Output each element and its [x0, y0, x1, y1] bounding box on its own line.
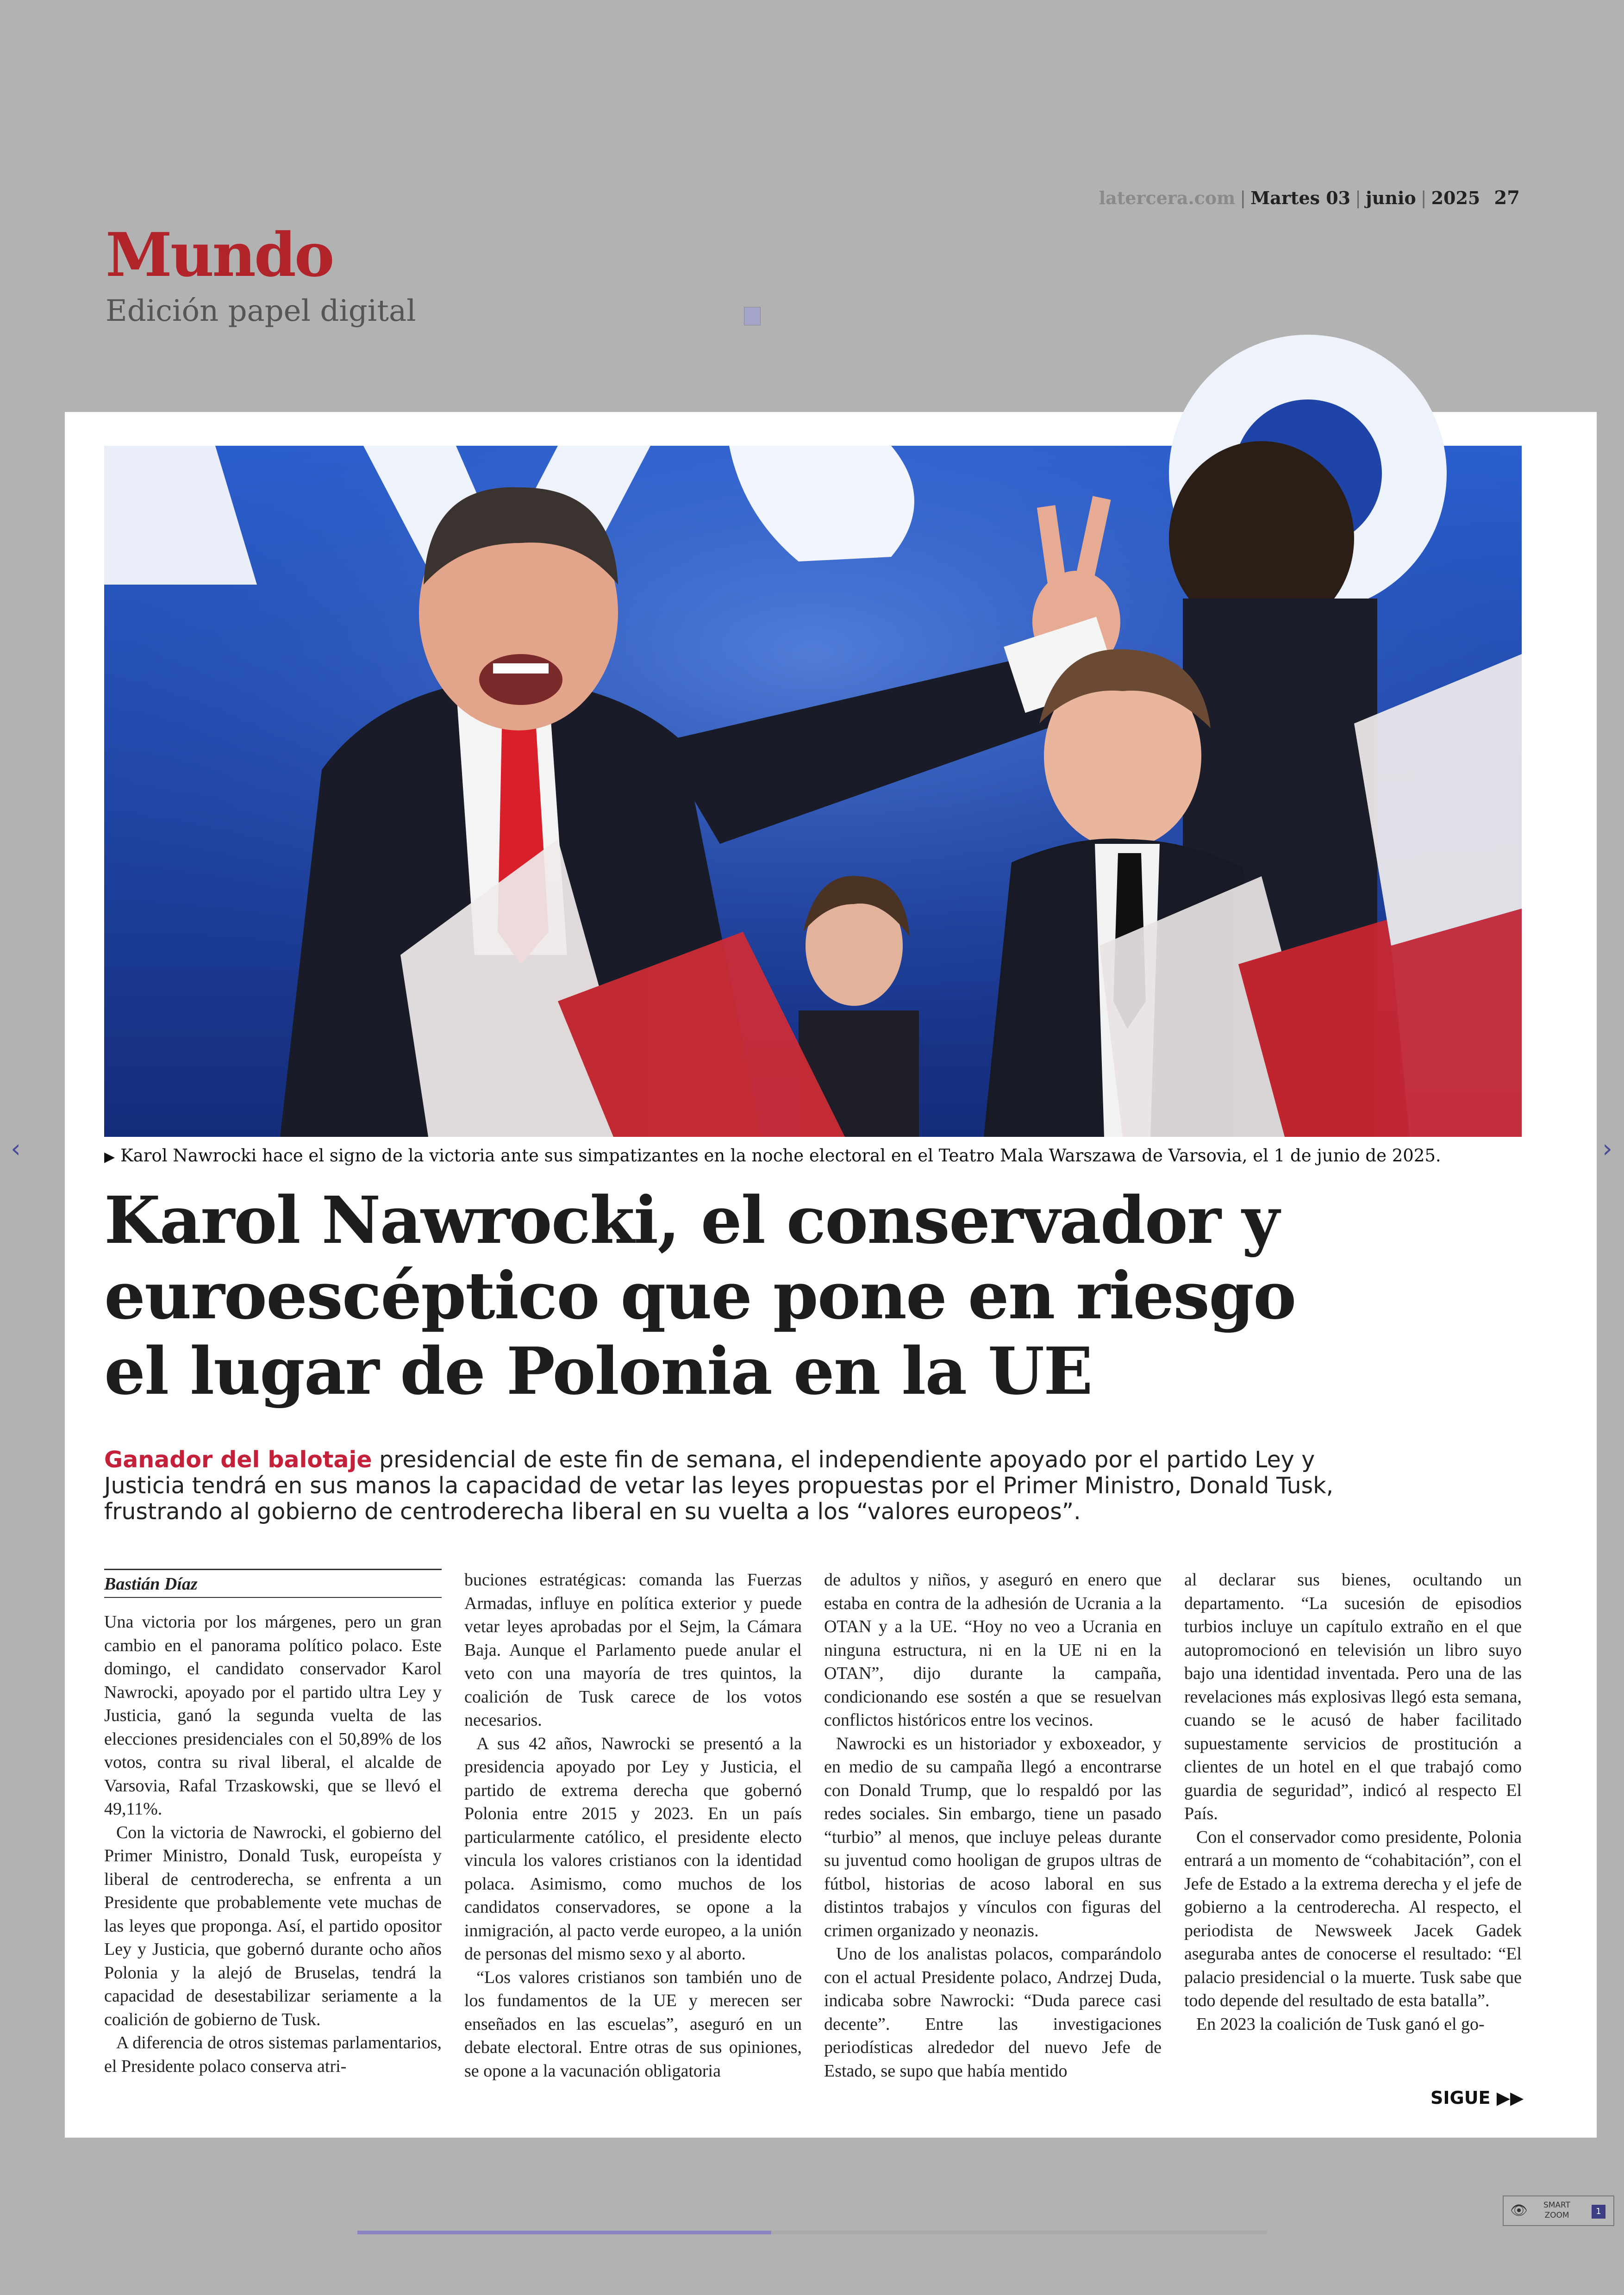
- date-year: 2025: [1431, 187, 1480, 208]
- article-byline: Bastián Díaz: [104, 1569, 442, 1598]
- article-column-4: [1184, 1568, 1522, 2034]
- paragraph: En 2023 la coalición de Tusk ganó el go-: [1196, 2014, 1485, 2034]
- separator: |: [1240, 188, 1246, 208]
- paragraph: buciones estratégicas: comanda las Fuerzas Armadas, influye en política exterior y puede vetar leyes aprobadas por el Sejm, la Cámara Baja. Aunque el Parlamento puede anular el veto con una mayoría de tres quintos, la coalición de Tusk carece de los votos necesarios.: [464, 1570, 802, 1730]
- caption-marker-icon: ▶: [104, 1149, 115, 1165]
- previous-page-chevron-icon[interactable]: ‹: [11, 1134, 21, 1163]
- separator: |: [1355, 188, 1361, 208]
- smart-zoom-badge: 1: [1592, 2205, 1605, 2219]
- page-header-meta: [1099, 187, 1520, 209]
- page-number: 27: [1494, 187, 1520, 209]
- article-column-3: [824, 1568, 1162, 2081]
- smart-zoom-button[interactable]: [1503, 2195, 1614, 2226]
- site-name: latercera.com: [1099, 187, 1236, 208]
- paragraph: Uno de los analistas polacos, comparándolo con el actual Presidente polaco, Andrzej Duda, indicaba sobre Nawrocki: “Duda parece casi decente”. Entre las investigaciones periodísticas alrededor del nuevo Jefe de Estado, se supo que había mentido: [824, 1944, 1162, 2081]
- page-thumbnail-icon[interactable]: [744, 307, 761, 325]
- deck-lead: Ganador del balotaje: [104, 1447, 372, 1473]
- article-column-2: [464, 1568, 802, 2081]
- date-day: Martes 03: [1250, 187, 1351, 208]
- paragraph: Con el conservador como presidente, Polonia entrará a un momento de “cohabitación”, con el Jefe de Estado a la extrema derecha y el jefe de gobierno a la centroderecha. Al respecto, el periodista de Newsweek Jacek Gadek aseguraba antes de conocerse el resultado: “El palacio presidencial o la muerte. Tusk sabe que todo depende del resultado de esta batalla”.: [1184, 1827, 1522, 2010]
- continue-label: SIGUE ▶▶: [1430, 2088, 1524, 2108]
- article-headline: Karol Nawrocki, el conservador y euroescéptico que pone en riesgo el lugar de Polonia en la UE: [104, 1183, 1296, 1409]
- section-subtitle: Edición papel digital: [106, 294, 416, 328]
- paragraph: Con la victoria de Nawrocki, el gobierno del Primer Ministro, Donald Tusk, europeísta y liberal de centroderecha, se enfrenta a un Presidente que probablemente vete muchas de las leyes que proponga. Así, el partido opositor Ley y Justicia, que gobernó durante ocho años Polonia y la alejó de Bruselas, tendrá la capacidad de desestabilizar seriamente a la coalición de gobierno de Tusk.: [104, 1822, 442, 2029]
- section-title: Mundo: [106, 219, 333, 290]
- paragraph: “Los valores cristianos son también uno de los fundamentos de la UE y merecen ser enseñados en las escuelas”, aseguró en un debate electoral. Entre otras de sus opiniones, se opone a la vacunación obligatoria: [464, 1967, 802, 2081]
- paragraph: A sus 42 años, Nawrocki se presentó a la presidencia apoyado por Ley y Justicia, el partido de extrema derecha que gobernó Polonia entre 2015 y 2023. En un país particularmente católico, el presidente electo vincula los valores cristianos con la identidad polaca. Asimismo, como muchos de los candidatos conservadores, se opone a la inmigración, al pacto verde europeo, a la unión de personas del mismo sexo y al aborto.: [464, 1734, 802, 1964]
- paragraph: Nawrocki es un historiador y exboxeador, y en medio de su campaña llegó a encontrarse con Donald Trump, que lo respaldó por las redes sociales. Sin embargo, tiene un pasado “turbio” al menos, que incluye peleas durante su juventud como hooligan de grupos ultras de fútbol, historias de acoso laboral en sus distintos trabajos y vínculos con figuras del crimen organizado y neonazis.: [824, 1734, 1162, 1940]
- date-month: junio: [1365, 187, 1416, 208]
- photo-caption: [104, 1146, 1522, 1166]
- next-page-chevron-icon[interactable]: ›: [1602, 1134, 1612, 1163]
- paragraph: de adultos y niños, y aseguró en enero que estaba en contra de la adhesión de Ucrania a la OTAN y a la UE. “Hoy no veo a Ucrania en ninguna estructura, ni en la UE ni en la OTAN”, dijo durante la campaña, condicionando ese sostén a que se resuelvan conflictos históricos entre los vecinos.: [824, 1570, 1162, 1730]
- reading-progress-bar[interactable]: [357, 2231, 1267, 2234]
- deck-text: presidencial de este fin de semana, el independiente apoyado por el partido Ley y Justicia tendrá en sus manos la capacidad de vetar las leyes propuestas por el Primer Ministro, Donald Tusk, frustrando al gobierno de centroderecha liberal en su vuelta a los “valores europeos”.: [104, 1447, 1334, 1525]
- eye-icon: 👁: [1510, 2202, 1528, 2219]
- paragraph: Una victoria por los márgenes, pero un gran cambio en el panorama político polaco. Este domingo, el candidato conservador Karol Nawrocki, apoyado por el partido ultra Ley y Justicia, ganó la segunda vuelta de las elecciones presidenciales con el 50,89% de los votos, contra su rival liberal, el alcalde de Varsovia, Rafal Trzaskowski, que se llevó el 49,11%.: [104, 1612, 442, 1819]
- article-column-1: [104, 1610, 442, 2076]
- reading-progress-fill: [357, 2231, 771, 2234]
- photo-illustration: [104, 446, 1522, 1137]
- caption-text: Karol Nawrocki hace el signo de la victoria ante sus simpatizantes en la noche electoral en el Teatro Mala Warszawa de Varsovia, el 1 de junio de 2025.: [120, 1146, 1441, 1166]
- article-photo: [104, 446, 1522, 1137]
- paragraph: al declarar sus bienes, ocultando un departamento. “La sucesión de episodios turbios incluye un capítulo extraño en el que autopromocionó en televisión un libro suyo bajo una identidad inventada. Pero una de las revelaciones más explosivas llegó esta semana, cuando se le acusó de haber facilitado supuestamente servicios de prostitución a clientes de un hotel en el que trabajó como guardia de seguridad”, indicó al respecto El País.: [1184, 1570, 1522, 1823]
- separator: |: [1420, 188, 1427, 208]
- article-deck: [104, 1447, 1382, 1525]
- paragraph: A diferencia de otros sistemas parlamentarios, el Presidente polaco conserva atri-: [104, 2033, 442, 2076]
- smart-zoom-label: SMART ZOOM: [1543, 2201, 1571, 2220]
